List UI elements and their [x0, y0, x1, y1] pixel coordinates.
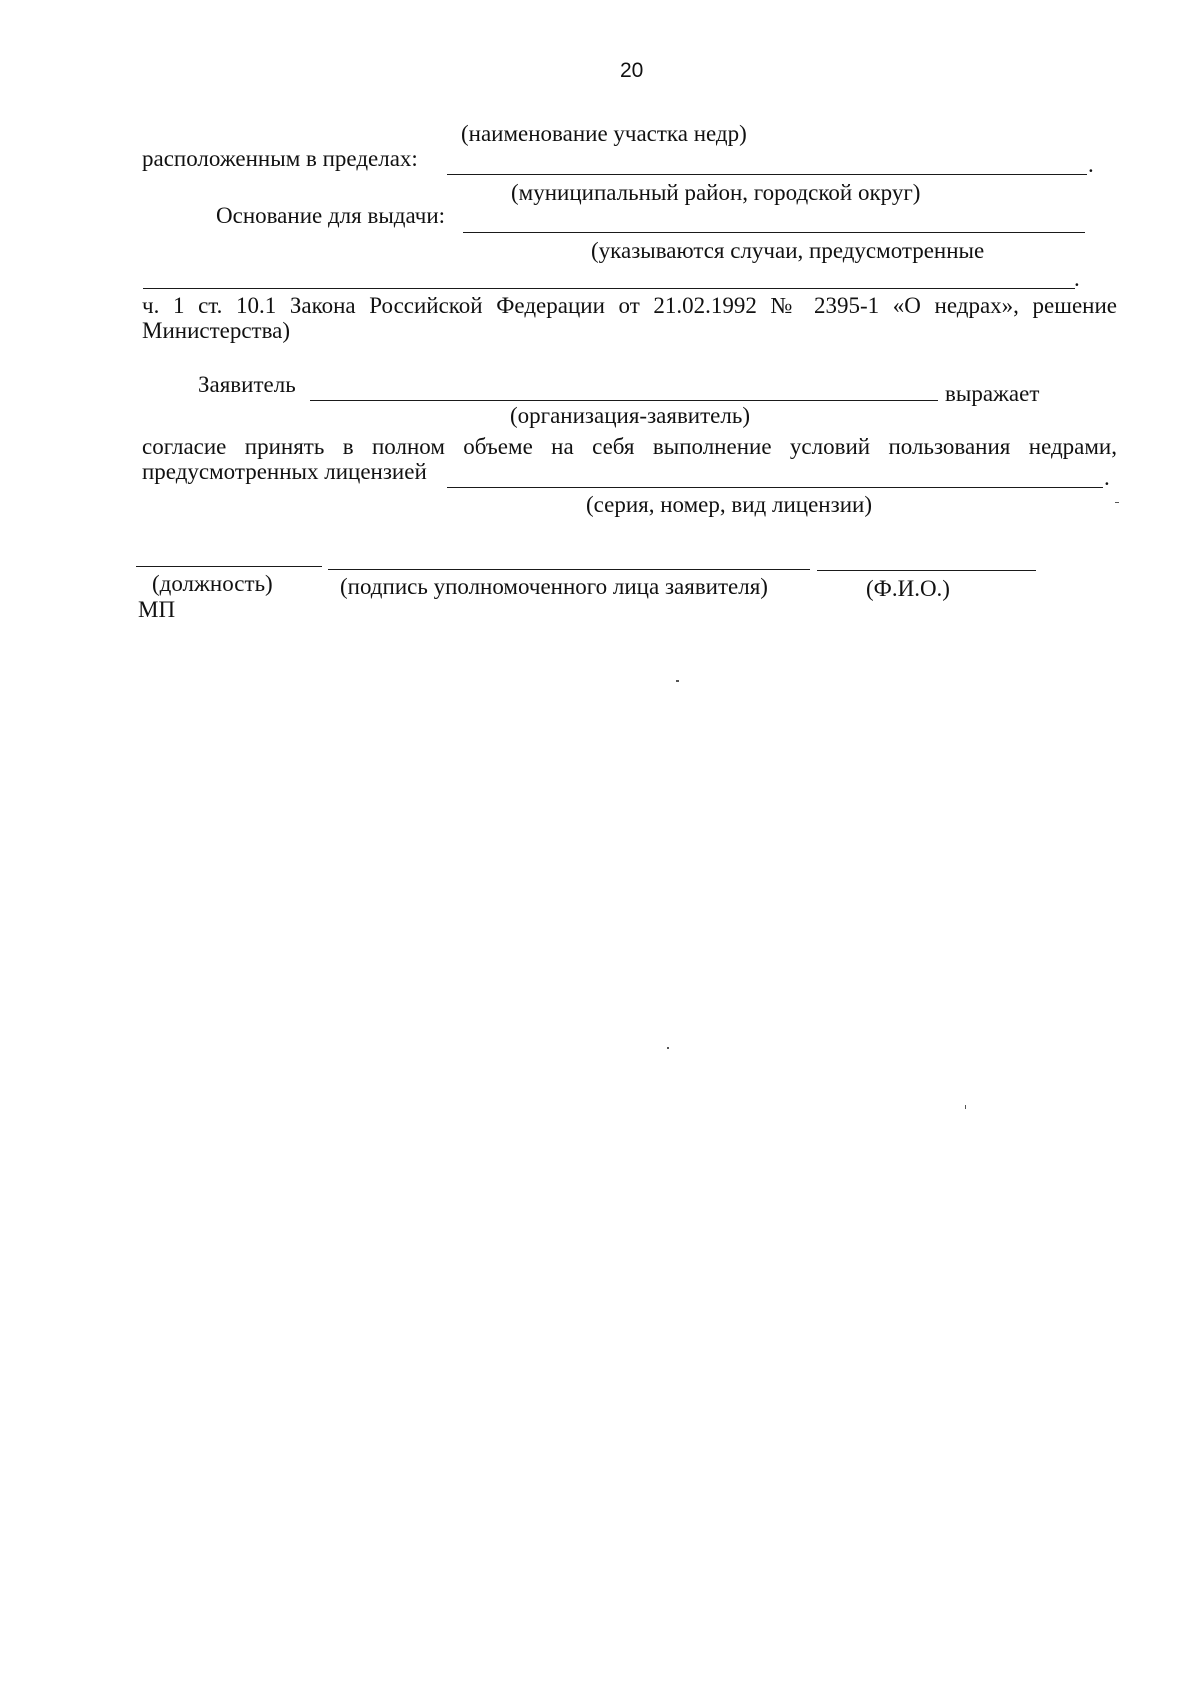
- applicant-label: Заявитель: [198, 372, 296, 397]
- license-field-line[interactable]: [447, 487, 1103, 488]
- issuance-basis-period: .: [1074, 266, 1080, 291]
- scan-speck: [965, 1105, 966, 1109]
- full-name-field-line[interactable]: [817, 570, 1036, 571]
- scan-speck: [667, 1047, 669, 1049]
- consent-line-1: согласие принять в полном объеме на себя выполнение условий пользования недрами,: [142, 434, 1117, 459]
- located-within-period: .: [1088, 152, 1094, 177]
- page-number: 20: [620, 59, 644, 82]
- signature-caption: (подпись уполномоченного лица заявителя): [340, 574, 768, 599]
- consent-line-2-label: предусмотренных лицензией: [142, 459, 427, 484]
- scan-speck: [676, 680, 679, 682]
- full-name-caption: (Ф.И.О.): [866, 576, 950, 601]
- position-field-line[interactable]: [136, 566, 322, 567]
- issuance-basis-label: Основание для выдачи:: [216, 203, 446, 228]
- law-reference-line-1: ч. 1 ст. 10.1 Закона Российской Федерации от 21.02.1992 № 2395-1 «О недрах», решение: [142, 293, 1117, 318]
- seal-label: МП: [138, 597, 176, 622]
- municipality-caption: (муниципальный район, городской округ): [511, 180, 921, 205]
- located-within-field-line[interactable]: [447, 174, 1087, 175]
- issuance-basis-field-line-2[interactable]: [143, 288, 1075, 289]
- license-field-period: .: [1104, 465, 1110, 490]
- applicant-caption: (организация-заявитель): [510, 403, 750, 428]
- position-caption: (должность): [152, 571, 273, 596]
- issuance-basis-field-line[interactable]: [463, 232, 1085, 233]
- issuance-basis-caption: (указываются случаи, предусмотренные: [591, 238, 985, 263]
- located-within-label: расположенным в пределах:: [142, 146, 418, 171]
- license-caption: (серия, номер, вид лицензии): [586, 492, 872, 517]
- subsoil-area-caption: (наименование участка недр): [461, 121, 747, 146]
- law-reference-line-2: Министерства): [142, 318, 291, 343]
- signature-field-line[interactable]: [328, 569, 810, 570]
- applicant-field-line[interactable]: [310, 400, 938, 401]
- applicant-expresses-text: выражает: [945, 381, 1040, 406]
- scan-speck: [1115, 502, 1119, 503]
